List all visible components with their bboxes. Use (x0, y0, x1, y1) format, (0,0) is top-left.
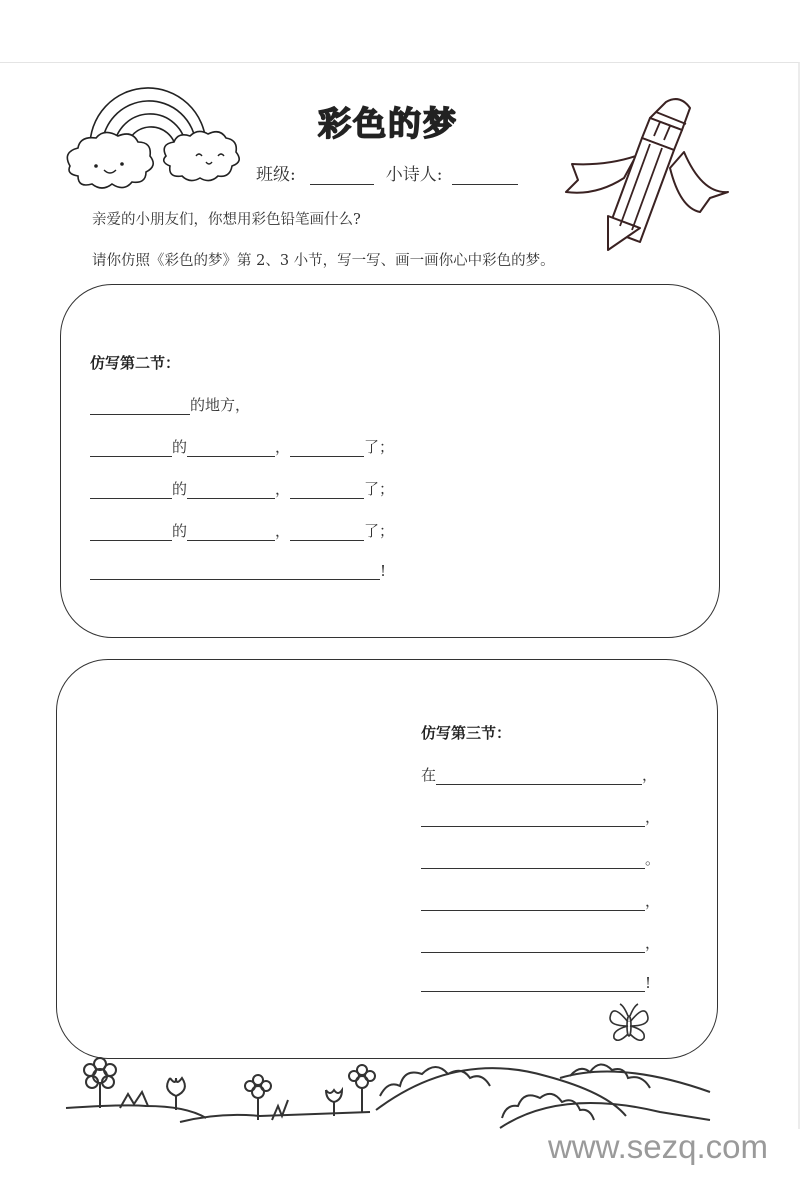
blank-field[interactable] (421, 810, 645, 827)
section-three-line-2 (421, 806, 660, 827)
page-title: 彩色的梦 (318, 104, 458, 143)
line-text: 的 (172, 438, 188, 456)
watermark: www.sezq.com (547, 1128, 768, 1165)
section-two-box (60, 284, 720, 638)
line-text: 了； (364, 480, 395, 498)
section-three-line-1 (421, 764, 657, 785)
line-text: ! (645, 974, 652, 992)
pencil-icon (556, 94, 736, 254)
line-text: 的地方， (190, 396, 251, 414)
line-text: ， (645, 808, 661, 826)
blank-field[interactable] (187, 524, 275, 541)
section-three-line-5 (421, 932, 660, 953)
poet-label: 小诗人: (385, 165, 443, 185)
section-three-line-4 (421, 890, 660, 911)
line-text: 的 (172, 480, 188, 498)
section-three-title: 仿写第三节： (421, 724, 512, 742)
student-info (256, 160, 518, 185)
blank-field[interactable] (436, 768, 642, 785)
line-text: 。 (645, 850, 661, 868)
blank-field[interactable] (421, 975, 645, 992)
line-text: ! (380, 562, 387, 580)
line-text: 了； (364, 522, 395, 540)
blank-field[interactable] (90, 398, 190, 415)
line-text: ， (645, 934, 661, 952)
blank-field[interactable] (90, 524, 172, 541)
blank-field[interactable] (187, 482, 275, 499)
line-text: 在 (421, 766, 437, 784)
class-field[interactable] (310, 166, 374, 185)
butterfly-icon (606, 1000, 652, 1046)
blank-field[interactable] (90, 440, 172, 457)
section-two-line-3 (90, 478, 394, 499)
section-two-line-2 (90, 436, 394, 457)
flowers-hills-icon (60, 1048, 720, 1132)
line-text: ， (275, 522, 291, 540)
section-two-line-4 (90, 520, 394, 541)
blank-field[interactable] (90, 563, 380, 580)
blank-field[interactable] (290, 440, 364, 457)
line-text: ， (275, 480, 291, 498)
blank-field[interactable] (421, 894, 645, 911)
blank-field[interactable] (290, 482, 364, 499)
section-three-line-3 (421, 848, 660, 869)
line-text: ， (642, 766, 658, 784)
blank-field[interactable] (90, 482, 172, 499)
poet-field[interactable] (452, 166, 518, 185)
intro-question: 亲爱的小朋友们，你想用彩色铅笔画什么? (92, 212, 361, 228)
blank-field[interactable] (421, 936, 645, 953)
rainbow-icon (60, 86, 250, 196)
line-text: ， (275, 438, 291, 456)
blank-field[interactable] (290, 524, 364, 541)
line-text: 了； (364, 438, 395, 456)
section-two-line-1 (90, 394, 250, 415)
line-text: 的 (172, 522, 188, 540)
drawing-area[interactable] (80, 690, 400, 1030)
section-two-title: 仿写第二节： (90, 354, 181, 372)
class-label: 班级: (256, 165, 296, 185)
section-two-line-5 (90, 562, 386, 580)
intro-instruction: 请你仿照《彩色的梦》第 2、3 小节，写一写、画一画你心中彩色的梦。 (92, 253, 555, 269)
line-text: ， (645, 892, 661, 910)
blank-field[interactable] (421, 852, 645, 869)
blank-field[interactable] (187, 440, 275, 457)
section-three-line-6 (421, 974, 651, 992)
